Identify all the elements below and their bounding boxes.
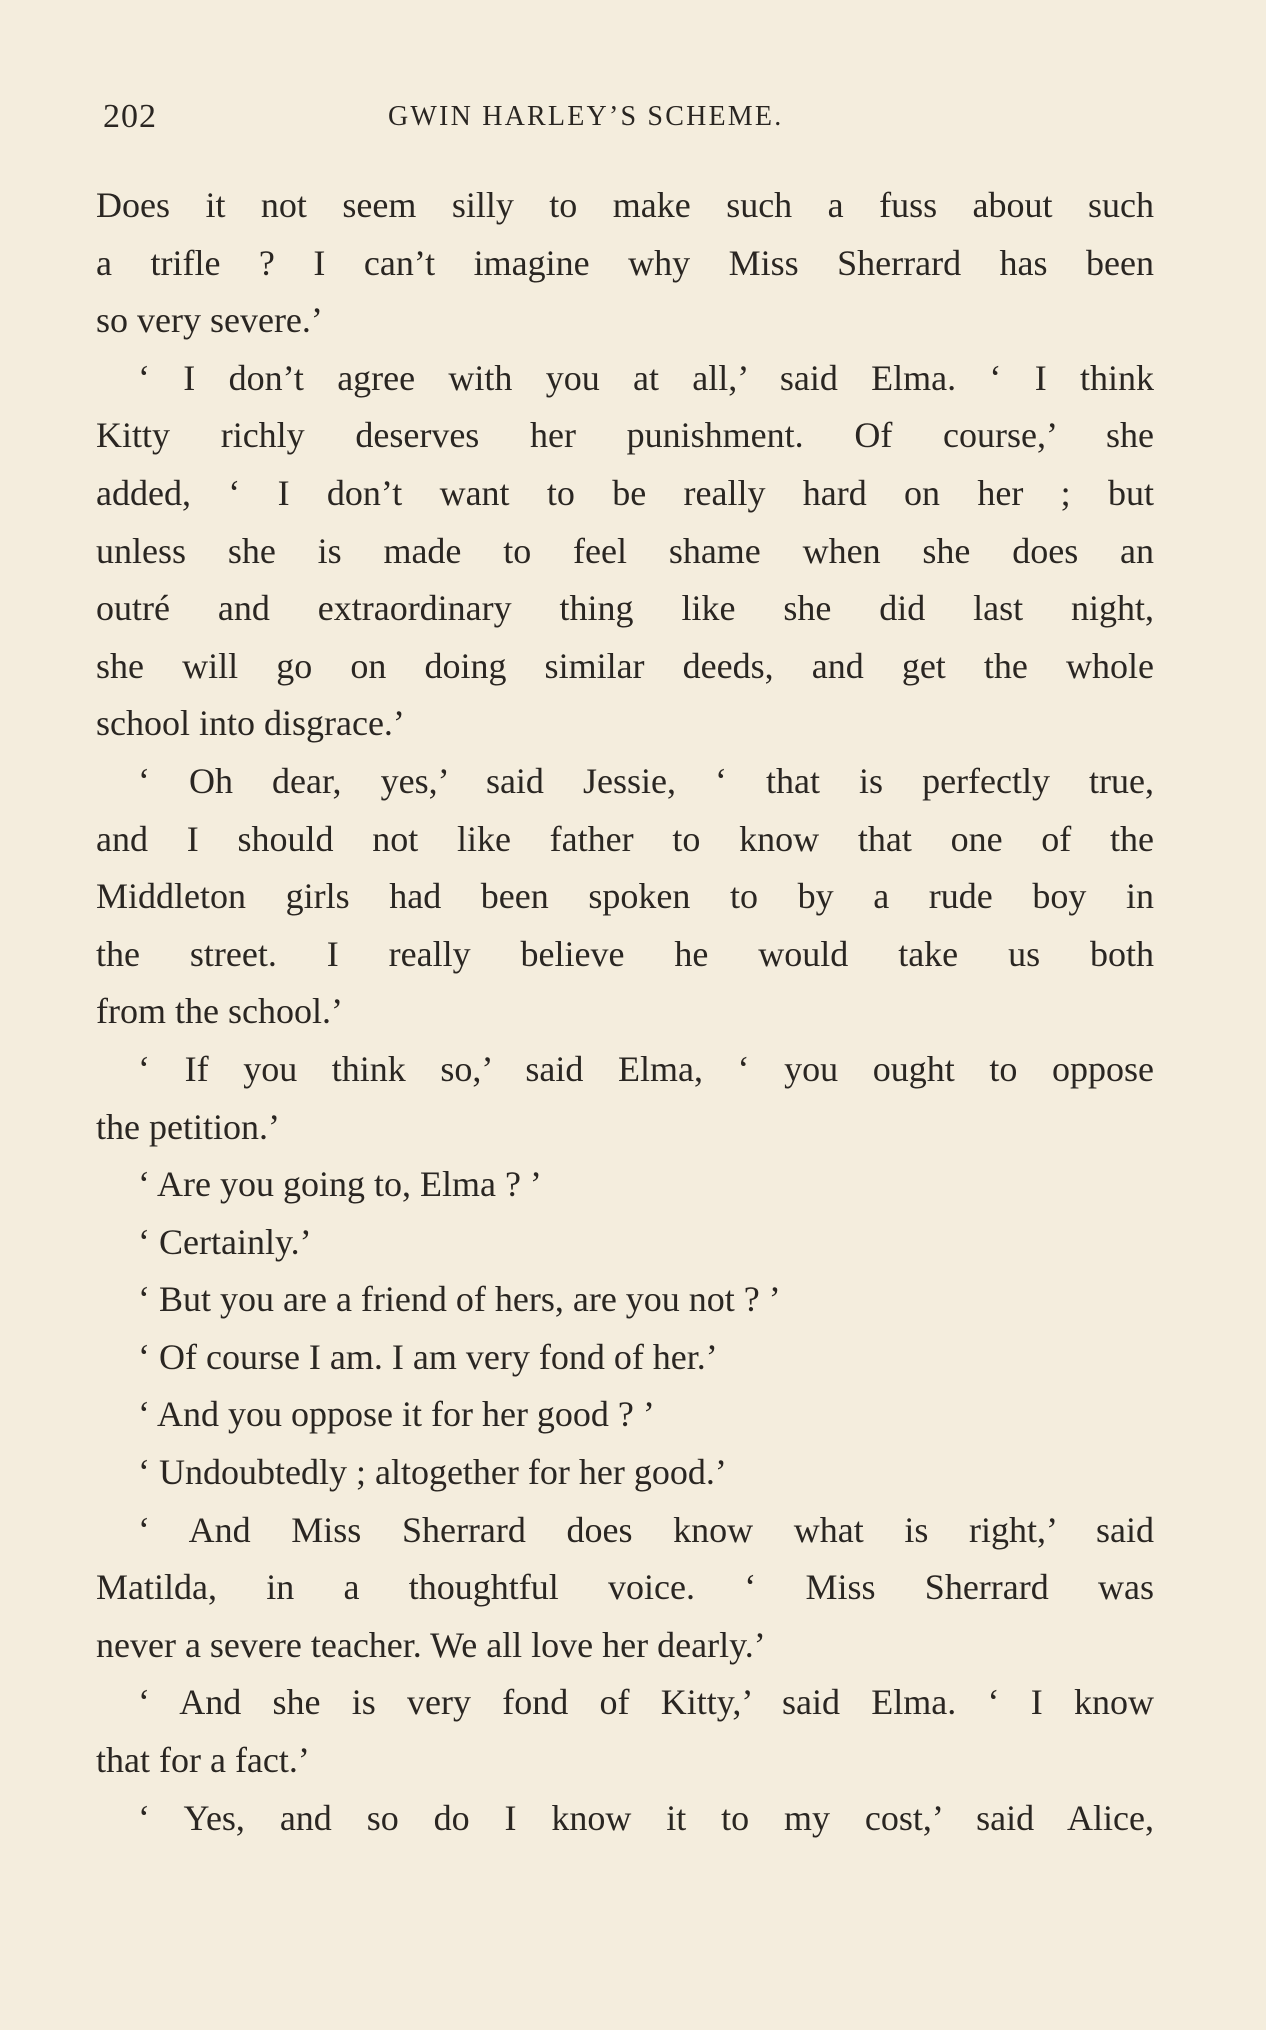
text-line: the street. I really believe he would take us both bbox=[96, 933, 1154, 974]
text-line: ‘ Of course I am. I am very fond of her.’ bbox=[138, 1336, 718, 1377]
text-line: ‘ Are you going to, Elma ? ’ bbox=[138, 1164, 542, 1205]
text-line: that for a fact.’ bbox=[96, 1740, 310, 1781]
running-head: GWIN HARLEY’S SCHEME. bbox=[388, 101, 784, 132]
page-header bbox=[103, 92, 1163, 142]
text-line: and I should not like father to know that one of the bbox=[96, 818, 1154, 859]
text-line: school into disgrace.’ bbox=[96, 703, 405, 744]
text-line: ‘ Undoubtedly ; altogether for her good.’ bbox=[138, 1452, 727, 1493]
text-line: outré and extraordinary thing like she did last night, bbox=[96, 588, 1154, 629]
text-line: ‘ And Miss Sherrard does know what is right,’ said bbox=[138, 1509, 1154, 1550]
text-line: added, ‘ I don’t want to be really hard on her ; but bbox=[96, 472, 1154, 513]
body-text bbox=[96, 177, 1154, 1847]
page-number: 202 bbox=[103, 98, 157, 135]
text-line: Matilda, in a thoughtful voice. ‘ Miss Sherrard was bbox=[96, 1567, 1154, 1608]
text-line: ‘ I don’t agree with you at all,’ said Elma. ‘ I think bbox=[138, 357, 1154, 398]
text-line: a trifle ? I can’t imagine why Miss Sherrard has been bbox=[96, 242, 1154, 283]
text-line: ‘ If you think so,’ said Elma, ‘ you ought to oppose bbox=[138, 1048, 1154, 1089]
text-line: ‘ But you are a friend of hers, are you not ? ’ bbox=[138, 1279, 781, 1320]
text-line: so very severe.’ bbox=[96, 300, 323, 341]
text-line: ‘ And she is very fond of Kitty,’ said Elma. ‘ I know bbox=[138, 1682, 1154, 1723]
text-line: from the school.’ bbox=[96, 991, 343, 1032]
text-line: ‘ And you oppose it for her good ? ’ bbox=[138, 1394, 655, 1435]
text-line: Middleton girls had been spoken to by a rude boy in bbox=[96, 876, 1154, 917]
text-line: Does it not seem silly to make such a fuss about such bbox=[96, 185, 1154, 225]
text-line: ‘ Oh dear, yes,’ said Jessie, ‘ that is perfectly true, bbox=[138, 760, 1154, 801]
text-line: ‘ Certainly.’ bbox=[138, 1221, 312, 1262]
text-line: unless she is made to feel shame when she does an bbox=[96, 530, 1154, 571]
text-line: never a severe teacher. We all love her dearly.’ bbox=[96, 1624, 766, 1665]
text-line: Kitty richly deserves her punishment. Of course,’ she bbox=[96, 415, 1154, 456]
text-line: the petition.’ bbox=[96, 1106, 280, 1147]
text-line: ‘ Yes, and so do I know it to my cost,’ said Alice, bbox=[138, 1797, 1154, 1838]
text-line: she will go on doing similar deeds, and get the whole bbox=[96, 645, 1154, 686]
